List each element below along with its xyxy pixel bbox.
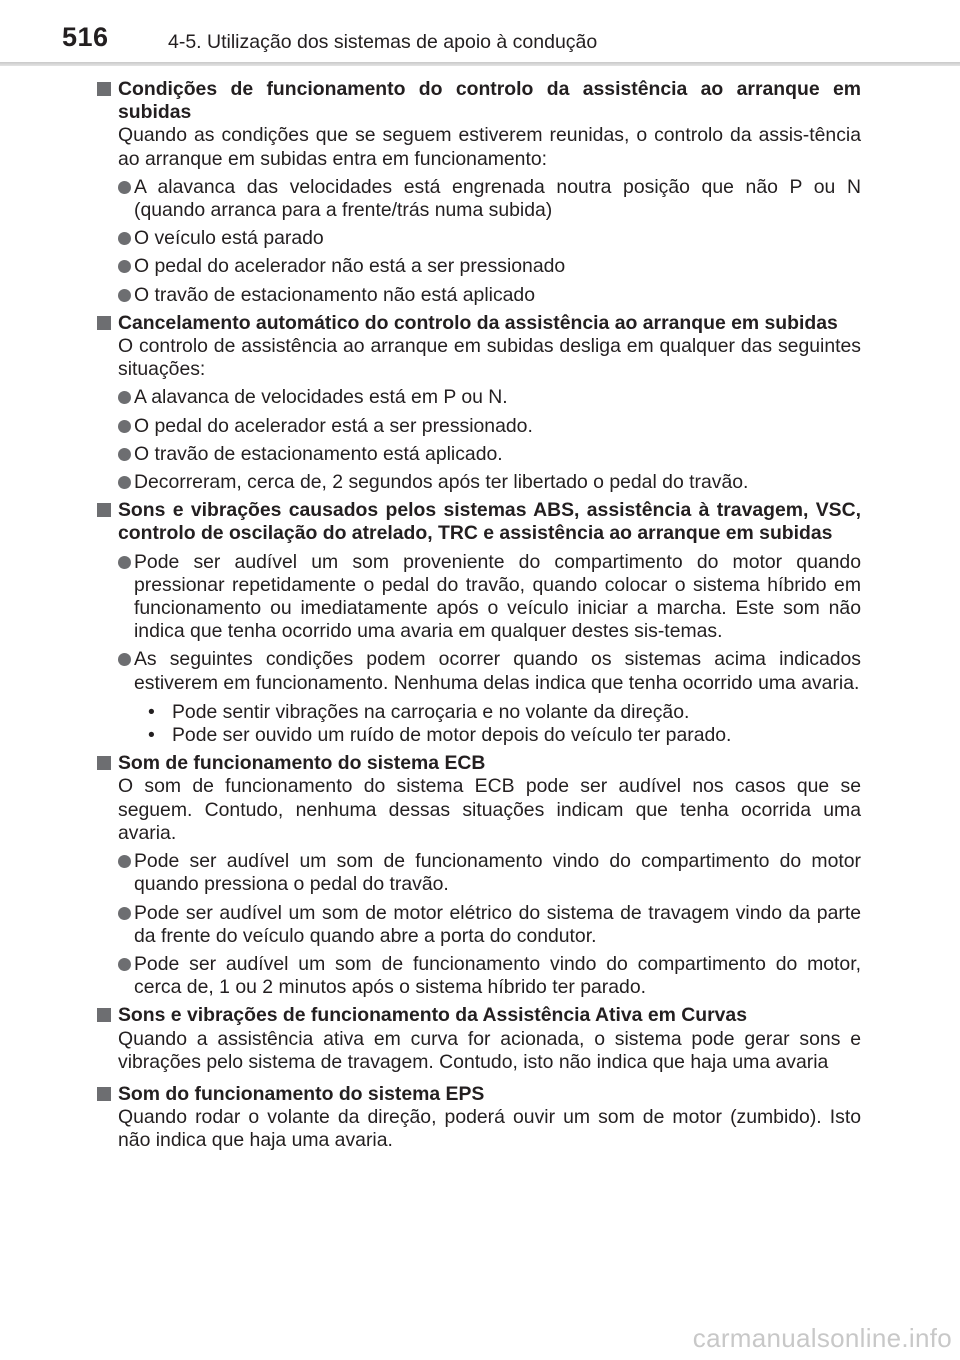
- round-bullet-icon: [118, 232, 131, 245]
- list-item-text: O veículo está parado: [134, 227, 324, 250]
- list-item: [118, 953, 861, 999]
- section-title: Som de funcionamento do sistema ECB: [118, 752, 486, 775]
- square-bullet-icon: [97, 756, 111, 770]
- round-bullet-icon: [118, 855, 131, 868]
- section-hill-start-cancellation: [97, 312, 861, 494]
- sub-list-item: [134, 724, 861, 747]
- square-bullet-icon: [97, 82, 111, 96]
- list-item-text: Decorreram, cerca de, 2 segundos após ter libertado o pedal do travão.: [134, 471, 749, 494]
- list-item-text: O travão de estacionamento não está aplicado: [134, 283, 536, 306]
- list-item: [118, 648, 861, 747]
- round-bullet-icon: [118, 653, 131, 666]
- section-intro: Quando as condições que se seguem estiverem reunidas, o controlo da assis-tência ao arranque em subidas entra em funcionamento:: [118, 124, 861, 170]
- list-item-text: O travão de estacionamento está aplicado.: [134, 442, 503, 465]
- list-item: [118, 471, 861, 494]
- list-item: [118, 850, 861, 896]
- sub-bullet-mark: •: [148, 700, 155, 723]
- list-item-text: Pode ser audível um som de funcionamento vindo do compartimento do motor, cerca de, 1 ou 2 minutos após o sistema híbrido ter parado.: [134, 952, 861, 999]
- square-bullet-icon: [97, 503, 111, 517]
- round-bullet-icon: [118, 958, 131, 971]
- section-title: Condições de funcionamento do controlo da assistência ao arranque em subidas: [118, 78, 861, 124]
- section-active-cornering-assist: [97, 1004, 861, 1074]
- bullet-list: [118, 850, 861, 999]
- list-item-text: Pode ser audível um som de motor elétrico do sistema de travagem vindo da parte da frente do veículo quando abre a porta do condutor.: [134, 901, 861, 947]
- section-abs-vsc-sounds: [97, 499, 861, 747]
- sub-list: [134, 701, 861, 747]
- square-bullet-icon: [97, 1008, 111, 1022]
- bullet-list: [118, 176, 861, 307]
- section-intro: O controlo de assistência ao arranque em subidas desliga em qualquer das seguintes situações:: [118, 335, 861, 381]
- list-item-text: Pode ser audível um som de funcionamento vindo do compartimento do motor quando pressiona o pedal do travão.: [134, 850, 861, 896]
- round-bullet-icon: [118, 391, 131, 404]
- list-item: [118, 284, 861, 307]
- round-bullet-icon: [118, 289, 131, 302]
- section-title: Sons e vibrações de funcionamento da Assistência Ativa em Curvas: [118, 1004, 747, 1027]
- round-bullet-icon: [118, 260, 131, 273]
- list-item: [118, 415, 861, 438]
- list-item-text: A alavanca das velocidades está engrenada noutra posição que não P ou N (quando arranca para a frente/trás numa subida): [134, 175, 861, 222]
- section-intro: Quando rodar o volante da direção, poderá ouvir um som de motor (zumbido). Isto não indica que haja uma avaria.: [118, 1106, 861, 1152]
- sub-bullet-mark: •: [148, 724, 155, 747]
- list-item-text: A alavanca de velocidades está em P ou N.: [134, 386, 508, 409]
- round-bullet-icon: [118, 907, 131, 920]
- list-item: [118, 902, 861, 948]
- section-hill-start-conditions: [97, 78, 861, 307]
- list-item-text: O pedal do acelerador não está a ser pressionado: [134, 255, 566, 278]
- chapter-title: 4-5. Utilização dos sistemas de apoio à condução: [168, 31, 598, 53]
- round-bullet-icon: [118, 476, 131, 489]
- round-bullet-icon: [118, 181, 131, 194]
- sub-list-item-text: Pode sentir vibrações na carroçaria e no volante da direção.: [172, 700, 690, 723]
- page-content: [97, 78, 861, 1157]
- page-header: [0, 0, 960, 64]
- list-item: [118, 255, 861, 278]
- section-title: Som do funcionamento do sistema EPS: [118, 1082, 485, 1105]
- sub-list-item-text: Pode ser ouvido um ruído de motor depois do veículo ter parado.: [172, 724, 732, 747]
- round-bullet-icon: [118, 448, 131, 461]
- round-bullet-icon: [118, 420, 131, 433]
- list-item-text: As seguintes condições podem ocorrer quando os sistemas acima indicados estiverem em funcionamento. Nenhuma delas indica que tenha ocorrido uma avaria.: [134, 648, 861, 694]
- header-divider: [0, 62, 960, 66]
- square-bullet-icon: [97, 1087, 111, 1101]
- list-item-text: O pedal do acelerador está a ser pressionado.: [134, 414, 533, 437]
- section-eps-sound: [97, 1083, 861, 1153]
- bullet-list: [118, 386, 861, 494]
- list-item: [118, 551, 861, 644]
- list-item: [118, 227, 861, 250]
- section-ecb-sound: [97, 752, 861, 999]
- section-intro: Quando a assistência ativa em curva for acionada, o sistema pode gerar sons e vibrações pelo sistema de travagem. Contudo, isto não indica que haja uma avaria: [118, 1027, 861, 1073]
- square-bullet-icon: [97, 316, 111, 330]
- list-item: [118, 443, 861, 466]
- section-title: Cancelamento automático do controlo da assistência ao arranque em subidas: [118, 311, 838, 334]
- section-intro: O som de funcionamento do sistema ECB pode ser audível nos casos que se seguem. Contudo, nenhuma dessas situações indicam que tenha ocorrida uma avaria.: [118, 775, 861, 844]
- list-item: [118, 176, 861, 222]
- round-bullet-icon: [118, 556, 131, 569]
- site-watermark: carmanualsonline.info: [692, 1323, 952, 1353]
- section-title: Sons e vibrações causados pelos sistemas ABS, assistência à travagem, VSC, controlo de oscilação do atrelado, TRC e assistência ao arranque em subidas: [118, 499, 861, 545]
- bullet-list: [118, 551, 861, 748]
- list-item: [118, 386, 861, 409]
- sub-list-item: [134, 701, 861, 724]
- page-number: 516: [62, 22, 109, 52]
- list-item-text: Pode ser audível um som proveniente do compartimento do motor quando pressionar repetidamente o pedal do travão, quando colocar o sistema híbrido em funcionamento ou imediatamente após o veículo iniciar a marcha. Este som não indica que tenha ocorrido uma avaria em qualquer destes sis-temas.: [134, 550, 861, 643]
